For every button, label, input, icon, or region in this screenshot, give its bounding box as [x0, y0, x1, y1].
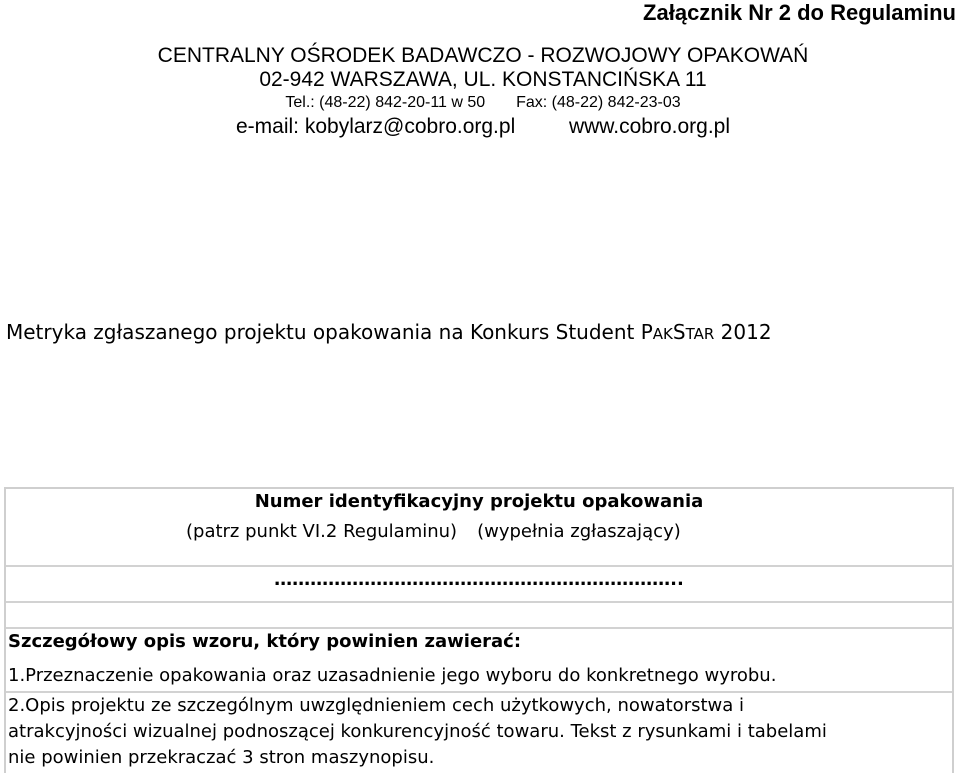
organization-name: CENTRALNY OŚRODEK BADAWCZO - ROZWOJOWY OPAKOWAŃ [157, 44, 809, 67]
annex-label: Załącznik Nr 2 do Regulaminu [643, 0, 956, 25]
metric-title [6, 320, 772, 344]
id-number-title: Numer identyfikacyjny projektu opakowania [254, 491, 704, 512]
organization-contact [0, 114, 960, 140]
organization-phone-fax [0, 92, 960, 114]
organization-fax: Fax: (48-22) 842-23-03 [516, 94, 681, 111]
organization-email: e-mail: kobylarz@cobro.org.pl [235, 115, 516, 138]
id-number-field[interactable]: ………………………………………………………….. [274, 569, 684, 590]
brand-tar: TAR [685, 325, 715, 343]
description-line: nie powinien przekraczać 3 stron maszynopisu. [8, 747, 435, 768]
id-filled-by: (wypełnia zgłaszający) [477, 521, 681, 542]
metric-title-prefix: Metryka zgłaszanego projektu opakowania na Konkurs Student [6, 320, 641, 344]
brand-s: S [672, 320, 686, 344]
metric-year: 2012 [714, 320, 772, 344]
description-line: 2.Opis projektu ze szczególnym uwzględnieniem cech użytkowych, nowatorstwa i [8, 695, 745, 716]
brand-ak: AK [652, 325, 673, 343]
description-title: Szczegółowy opis wzoru, który powinien zawierać: [8, 631, 522, 652]
organization-address: 02-942 WARSZAWA, UL. KONSTANCIŃSKA 11 [259, 68, 707, 91]
form-divider [6, 565, 952, 567]
description-line: atrakcyjności wizualnej podnoszącej konkurencyjność towaru. Tekst z rysunkami i tabelami [8, 721, 827, 742]
form-divider [6, 601, 952, 603]
organization-header [0, 44, 960, 140]
description-line: 1.Przeznaczenie opakowania oraz uzasadnienie jego wyboru do konkretnego wyrobu. [8, 665, 777, 686]
id-regulation-reference: (patrz punkt VI.2 Regulaminu) [186, 521, 458, 542]
organization-website: www.cobro.org.pl [568, 115, 731, 138]
brand-p: P [640, 320, 653, 344]
project-form-table [4, 487, 954, 773]
id-number-note [186, 519, 681, 545]
organization-phone: Tel.: (48-22) 842-20-11 w 50 [285, 94, 486, 111]
